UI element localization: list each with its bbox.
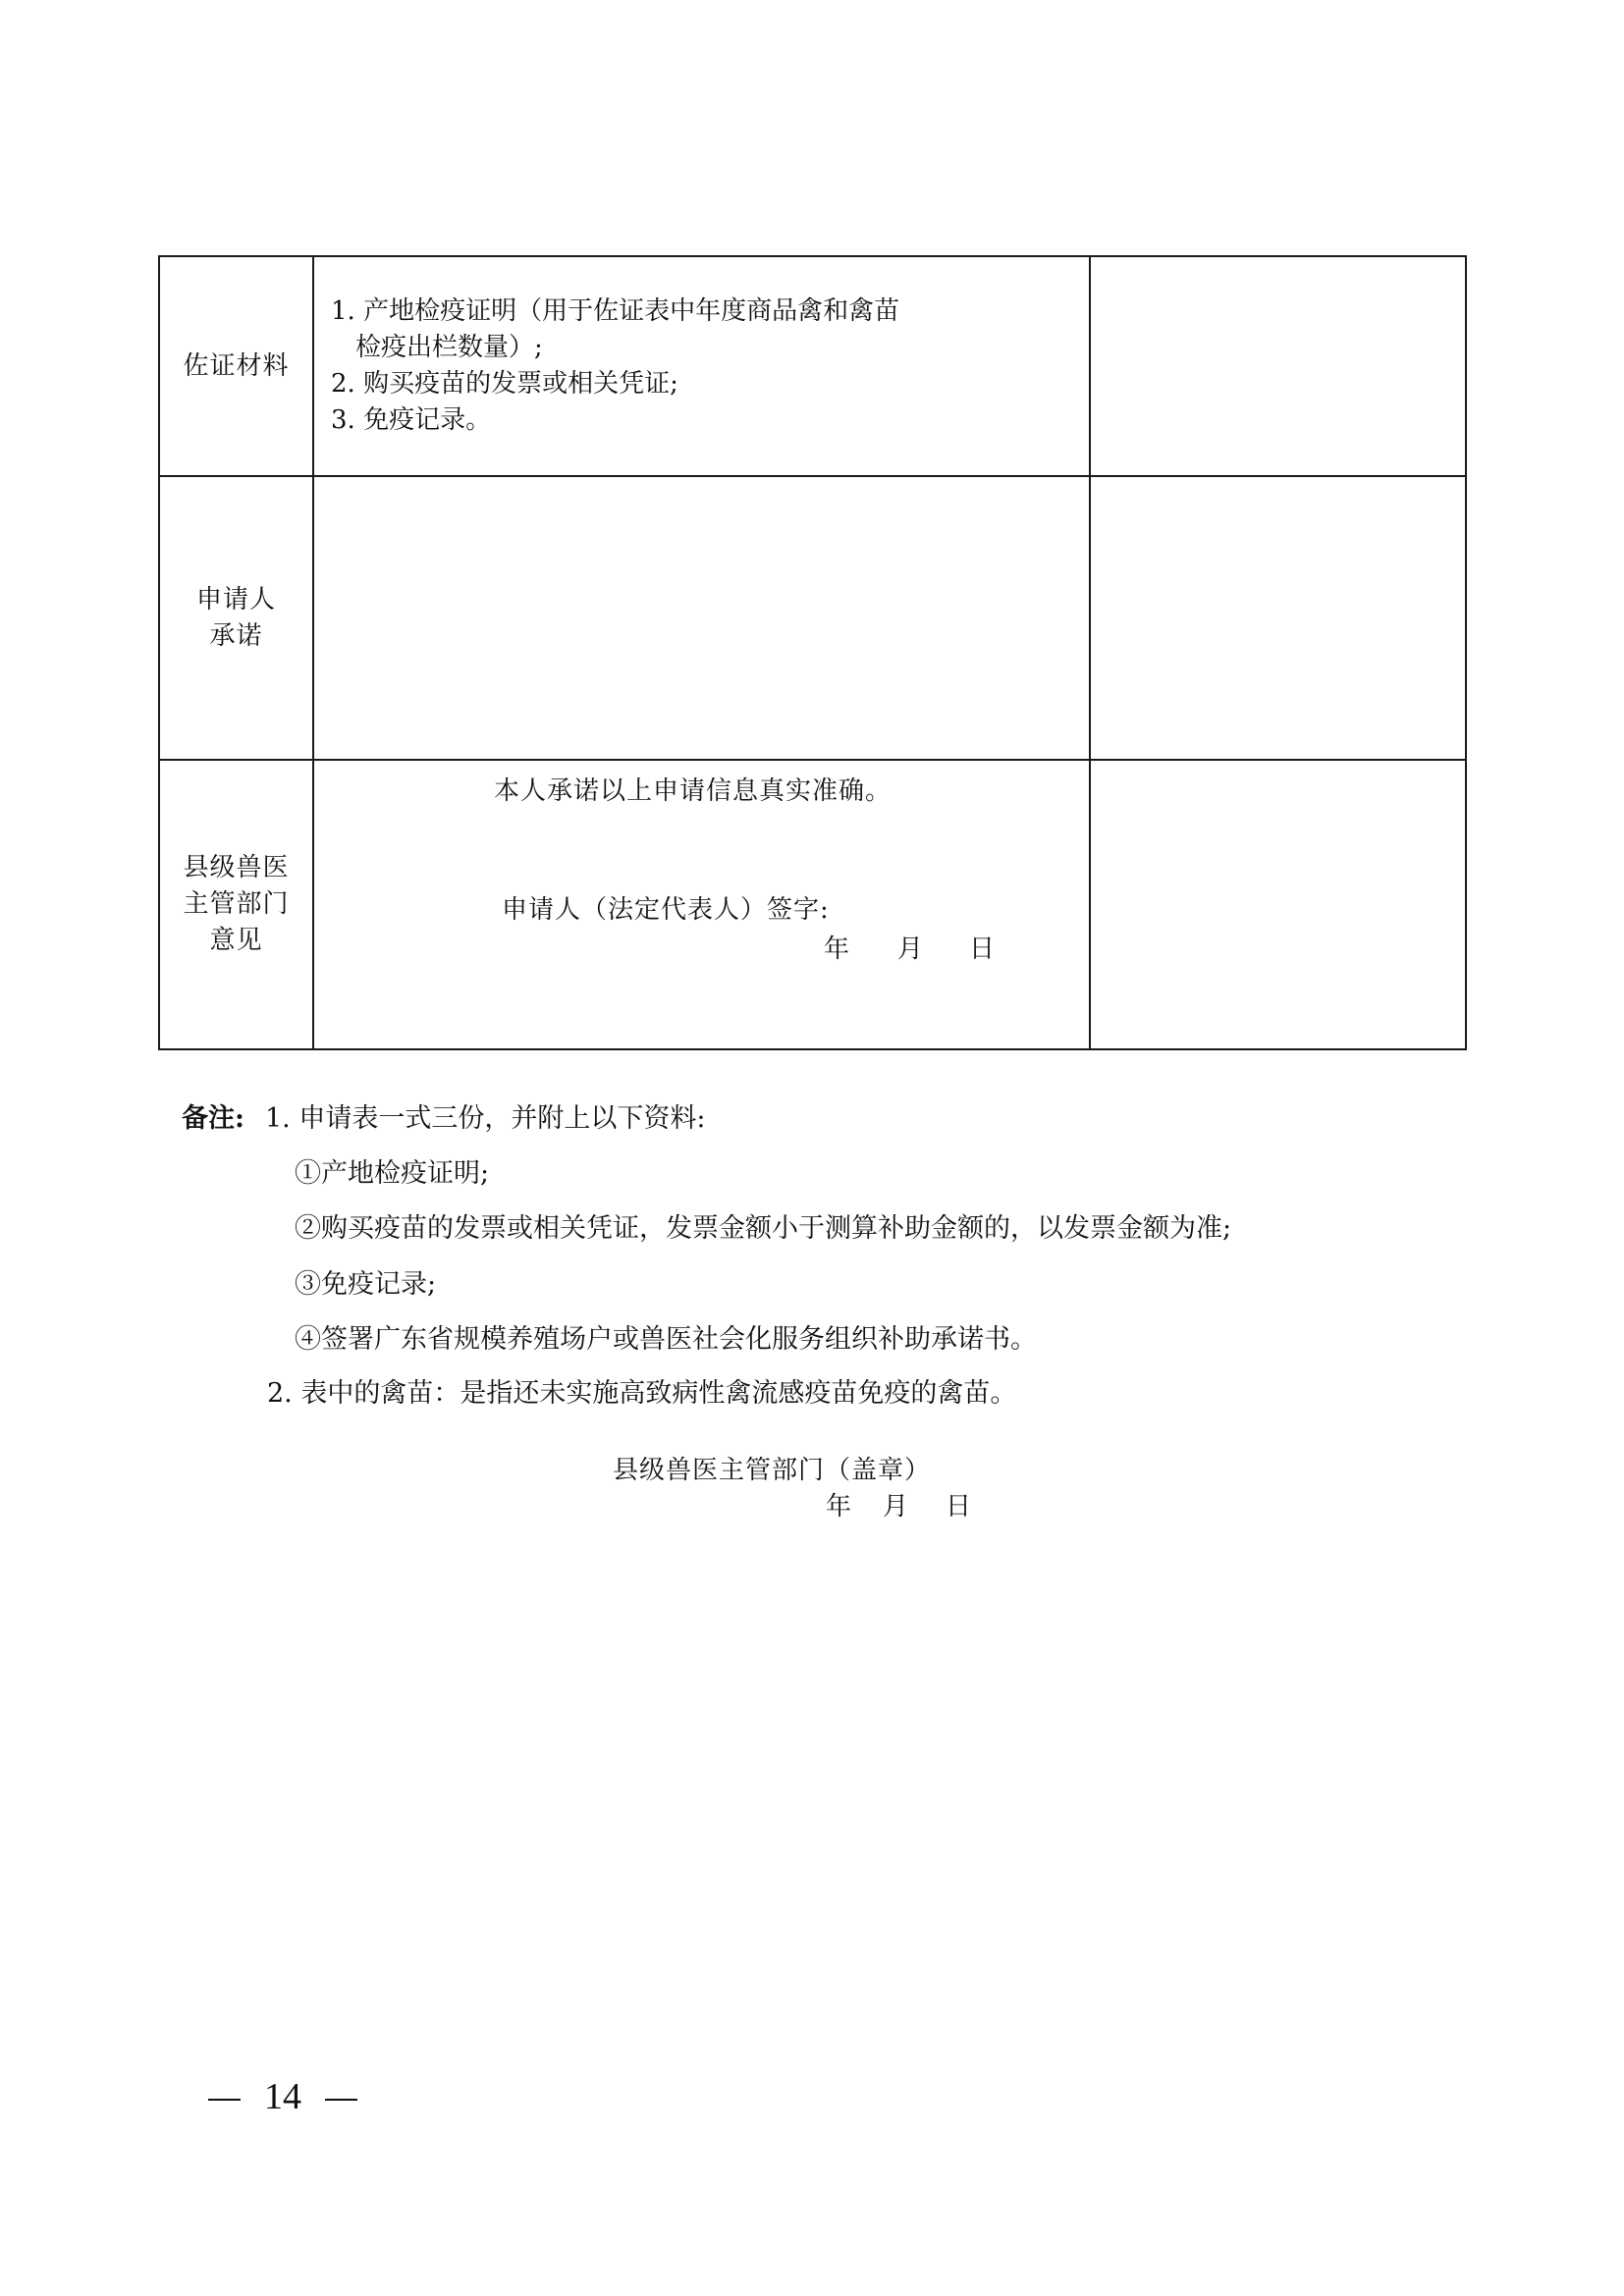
date-month: 月 bbox=[897, 934, 925, 964]
row-label: 佐证材料 bbox=[183, 350, 290, 381]
date-month: 月 bbox=[883, 1492, 910, 1522]
date-day: 日 bbox=[946, 1492, 973, 1522]
row-label-cell bbox=[159, 760, 313, 1049]
stamp-label: 县级兽医主管部门（盖章） bbox=[613, 1456, 932, 1485]
notes-heading: 备注: bbox=[182, 1103, 244, 1134]
row-label-line: 县级兽医 bbox=[183, 853, 290, 882]
row-label-line: 意见 bbox=[209, 926, 263, 955]
notes-item-1: 1. 申请表一式三份，并附上以下资料: bbox=[265, 1103, 706, 1134]
table-row-supporting-materials bbox=[159, 256, 1466, 476]
notes-subitem-4: ④签署广东省规模养殖场户或兽医社会化服务组织补助承诺书。 bbox=[295, 1324, 1037, 1355]
row-label-cell bbox=[159, 256, 313, 476]
row-label-line: 承诺 bbox=[209, 620, 263, 651]
remarks-cell[interactable] bbox=[1090, 476, 1466, 760]
materials-item-3: 3. 免疫记录。 bbox=[331, 405, 492, 435]
pledge-statement: 本人承诺以上申请信息真实准确。 bbox=[494, 776, 893, 806]
row-label-line: 主管部门 bbox=[183, 889, 290, 919]
pledge-cell bbox=[313, 476, 1090, 964]
notes-item-2: 2. 表中的禽苗：是指还未实施高致病性禽流感疫苗免疫的禽苗。 bbox=[267, 1378, 1017, 1409]
notes-subitem-1: ①产地检疫证明; bbox=[295, 1158, 490, 1189]
notes-subitem-3: ③免疫记录; bbox=[295, 1269, 437, 1300]
signature-label: 申请人（法定代表人）签字: bbox=[502, 895, 830, 925]
table-row-county-vet-opinion bbox=[159, 760, 1466, 1049]
materials-list-cell bbox=[313, 256, 1090, 476]
date-year: 年 bbox=[826, 1492, 853, 1522]
table-row-applicant-pledge bbox=[159, 476, 1466, 760]
remarks-cell[interactable] bbox=[1090, 256, 1466, 476]
materials-item-1-cont: 检疫出栏数量）; bbox=[355, 333, 543, 362]
remarks-cell[interactable] bbox=[1090, 760, 1466, 1049]
row-label-cell bbox=[159, 476, 313, 760]
materials-item-1: 1. 产地检疫证明（用于佐证表中年度商品禽和禽苗 bbox=[331, 296, 900, 326]
page-number bbox=[208, 2075, 357, 2118]
materials-item-2: 2. 购买疫苗的发票或相关凭证; bbox=[331, 369, 678, 399]
notes-subitem-2: ②购买疫苗的发票或相关凭证，发票金额小于测算补助金额的，以发票金额为准; bbox=[295, 1213, 1232, 1244]
dash-right bbox=[325, 2099, 357, 2101]
date-year: 年 bbox=[824, 934, 851, 964]
row-label-line: 申请人 bbox=[195, 584, 276, 614]
page-number-value: 14 bbox=[264, 2076, 301, 2117]
dash-left bbox=[208, 2099, 241, 2101]
date-day: 日 bbox=[969, 934, 997, 964]
